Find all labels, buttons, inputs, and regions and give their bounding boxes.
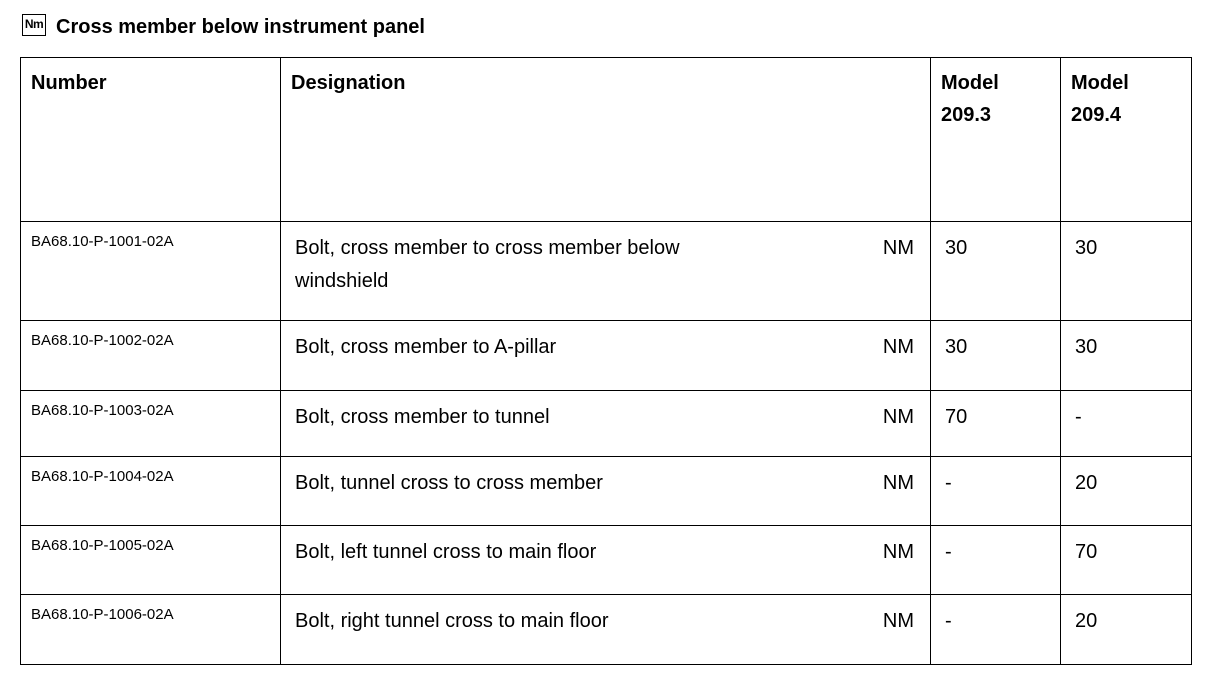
row-designation: Bolt, tunnel cross to cross member	[295, 472, 603, 494]
row-number: BA68.10-P-1001-02A	[21, 222, 281, 321]
row-number: BA68.10-P-1006-02A	[21, 595, 281, 665]
header-model-209-3: Model 209.3	[931, 58, 1061, 222]
row-model-209-4-value: 70	[1061, 526, 1192, 595]
table-row	[21, 391, 1192, 457]
row-model-209-4-value: 30	[1061, 222, 1192, 321]
section-header	[22, 12, 425, 42]
row-model-209-3-value: 30	[931, 321, 1061, 391]
row-designation: Bolt, cross member to A-pillar	[295, 336, 557, 358]
row-number: BA68.10-P-1002-02A	[21, 321, 281, 391]
row-model-209-4-value: 20	[1061, 457, 1192, 526]
table-row	[21, 595, 1192, 665]
table-row	[21, 526, 1192, 595]
row-model-209-3-value: 70	[931, 391, 1061, 457]
table-row	[21, 457, 1192, 526]
row-unit: NM	[882, 237, 914, 259]
row-unit: NM	[882, 610, 914, 632]
row-unit: NM	[882, 472, 914, 494]
torque-nm-icon: Nm	[22, 14, 46, 36]
row-unit: NM	[882, 541, 914, 563]
row-model-209-4-value: 20	[1061, 595, 1192, 665]
row-model-209-3-value: -	[931, 457, 1061, 526]
row-designation: Bolt, cross member to tunnel	[295, 406, 550, 428]
header-model-209-4: Model 209.4	[1061, 58, 1192, 222]
row-designation: Bolt, cross member to cross member below windshield	[295, 237, 680, 292]
row-designation-cell	[281, 321, 931, 391]
row-number: BA68.10-P-1005-02A	[21, 526, 281, 595]
header-number: Number	[21, 58, 281, 222]
row-model-209-4-value: 30	[1061, 321, 1192, 391]
table-row	[21, 222, 1192, 321]
row-designation-cell	[281, 457, 931, 526]
table-row	[21, 321, 1192, 391]
row-designation-cell	[281, 391, 931, 457]
header-designation: Designation	[281, 58, 931, 222]
row-designation-cell	[281, 526, 931, 595]
row-designation: Bolt, right tunnel cross to main floor	[295, 610, 609, 632]
row-unit: NM	[882, 336, 914, 358]
row-model-209-3-value: 30	[931, 222, 1061, 321]
section-title: Cross member below instrument panel	[56, 15, 425, 38]
row-unit: NM	[882, 406, 914, 428]
row-model-209-3-value: -	[931, 595, 1061, 665]
row-model-209-3-value: -	[931, 526, 1061, 595]
row-designation: Bolt, left tunnel cross to main floor	[295, 541, 597, 563]
row-model-209-4-value: -	[1061, 391, 1192, 457]
row-designation-cell	[281, 222, 931, 321]
row-number: BA68.10-P-1003-02A	[21, 391, 281, 457]
row-designation-cell	[281, 595, 931, 665]
row-number: BA68.10-P-1004-02A	[21, 457, 281, 526]
table-header-row	[21, 58, 1192, 222]
torque-spec-table	[20, 57, 1192, 665]
